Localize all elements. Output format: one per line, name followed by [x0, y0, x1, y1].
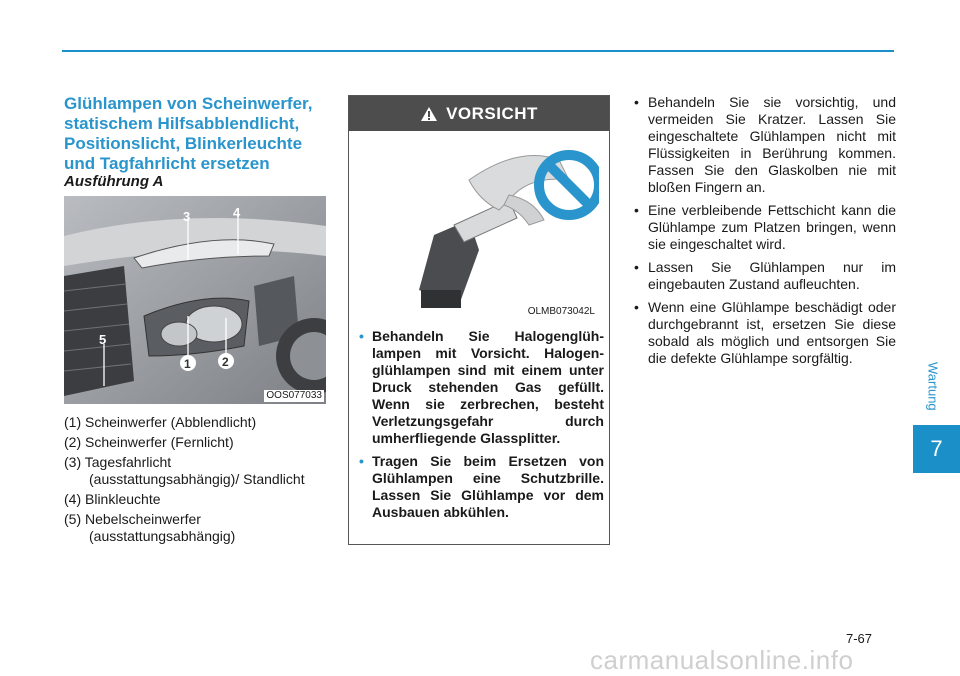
callout-2: 2 [222, 355, 229, 369]
list-item: • Lassen Sie Glühlampen nur im eingebauten Zustand aufleuchten. [634, 259, 896, 293]
handling-instructions-list [634, 94, 896, 373]
page-number: 7-67 [846, 631, 873, 646]
list-item: • Behandeln Sie Halogenglühlampen mit Vorsicht. Halogenglühlampen sind mit einem unter Druck stehenden Gas gefüllt. Wenn sie zerbrechen, besteht Verletzungsgefahr durch umherfliegende Glassplitter. [359, 328, 604, 447]
warning-icon [420, 106, 438, 122]
part-label: (1) Scheinwerfer (Abblendlicht) [64, 414, 257, 430]
list-item: • Behandeln Sie sie vorsichtig, und vermeiden Sie Kratzer. Lassen Sie eingeschaltete Glühlampen nicht mit Flüssigkeiten in Berührung kommen. Fassen Sie den Glaskolben nie mit bloßen Fingern an. [634, 94, 896, 196]
caution-box [348, 95, 610, 545]
part-detail: (ausstattungsabhängig) [89, 528, 236, 544]
part-label: (3) Tagesfahrlicht [64, 454, 172, 470]
part-label: (4) Blinkleuchte [64, 491, 161, 507]
headlamp-photo [64, 196, 326, 404]
top-rule [62, 50, 894, 52]
list-item [64, 491, 334, 508]
section-heading: Glühlampen von Scheinwerfer, statischem Hilfsabblendlicht, Positionslicht, Blinkerleuchte und Tagfahrlicht ersetzen [64, 94, 313, 173]
caution-list [359, 328, 604, 527]
caution-title: VORSICHT [446, 103, 538, 123]
car-front-illustration [64, 196, 326, 404]
list-item [64, 511, 334, 545]
list-item [64, 414, 334, 431]
watermark: carmanualsonline.info [590, 645, 854, 675]
caution-photo-code: OLMB073042L [527, 306, 595, 317]
part-label: (5) Nebelscheinwerfer [64, 511, 201, 527]
part-detail: (ausstattungsabhängig)/ Standlicht [89, 471, 305, 487]
callout-3: 3 [183, 209, 191, 224]
caution-header [349, 96, 609, 131]
list-item [64, 454, 334, 488]
list-item [64, 434, 334, 451]
chapter-side-label: Wartung [925, 362, 941, 411]
photo-code: OOS077033 [266, 390, 322, 401]
variant-subheading: Ausführung A [64, 173, 164, 190]
callout-5: 5 [99, 332, 107, 347]
hand-holding-bulb-illustration [359, 140, 599, 320]
chapter-tab: 7 [913, 425, 960, 473]
parts-list [64, 414, 334, 548]
bulb-handling-photo [359, 140, 599, 320]
callout-4: 4 [233, 205, 241, 220]
list-item: • Wenn eine Glühlampe beschädigt oder durchgebrannt ist, ersetzen Sie diese sobald als möglich und entsorgen Sie die defekte Glühlampe sorgfältig. [634, 299, 896, 367]
callout-1: 1 [184, 357, 191, 371]
part-label: (2) Scheinwerfer (Fernlicht) [64, 434, 234, 450]
list-item: • Tragen Sie beim Ersetzen von Glühlampen eine Schutzbrille. Lassen Sie Glühlampe vor dem Ausbauen abkühlen. [359, 453, 604, 521]
list-item: • Eine verbleibende Fettschicht kann die Glühlampe zum Platzen bringen, wenn sie eingeschaltet wird. [634, 202, 896, 253]
